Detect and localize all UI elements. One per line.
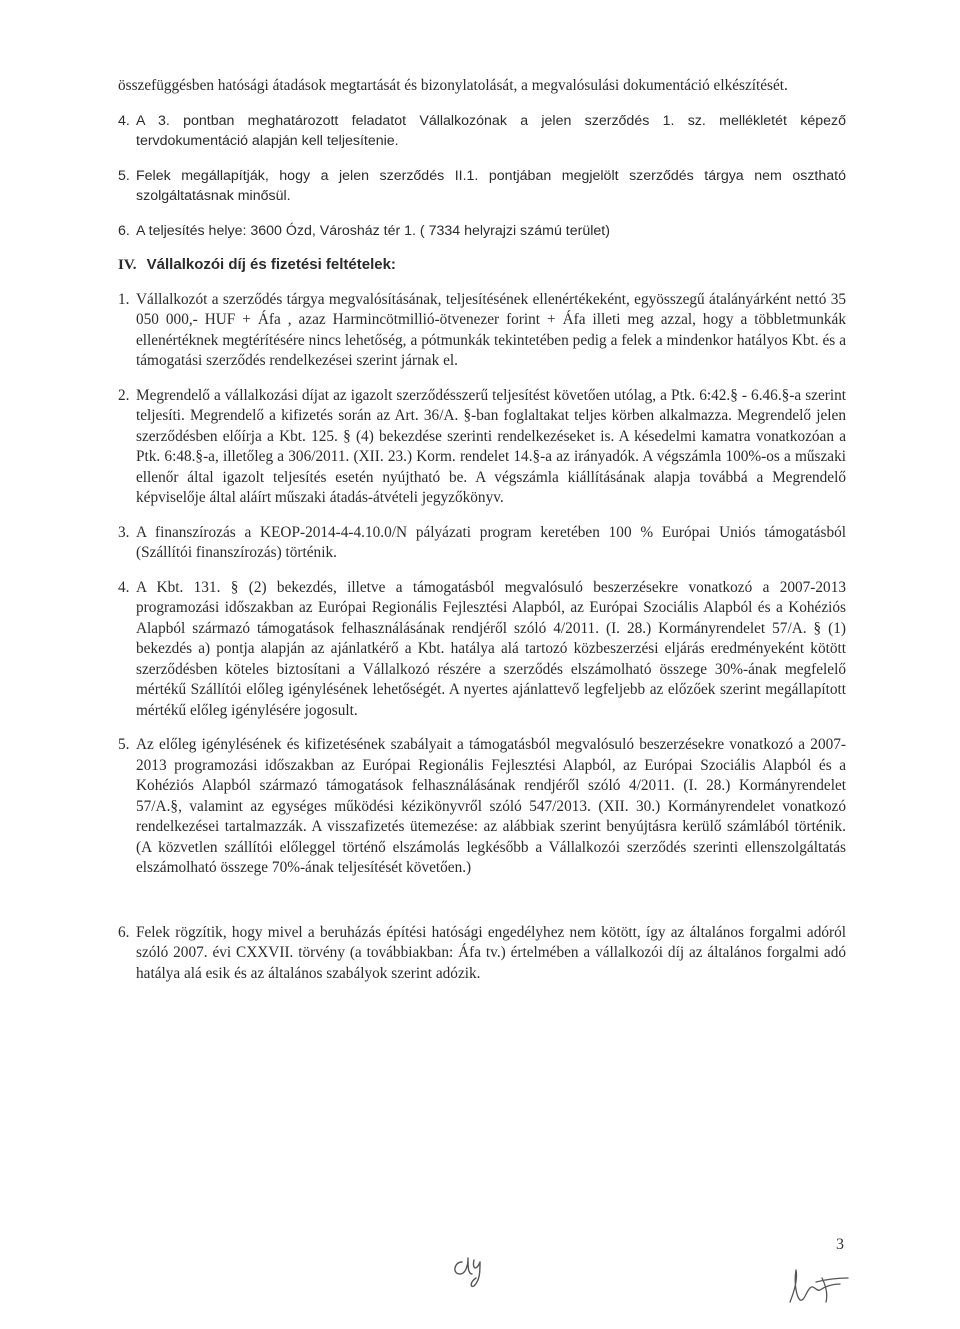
item-number: 4. — [118, 112, 130, 129]
list-item — [118, 578, 846, 722]
handwritten-initials — [448, 1248, 490, 1290]
list-item — [118, 523, 846, 564]
item-number: 3. — [118, 523, 130, 541]
item-number: 5. — [118, 736, 130, 753]
list-item — [118, 111, 846, 152]
document-body — [118, 76, 846, 998]
section-number: IV. — [118, 257, 137, 273]
spacer — [118, 893, 846, 923]
item-text: A Kbt. 131. § (2) bekezdés, illetve a támogatásból megvalósuló beszerzésekre vonatkozó a 2007-2013 programozási időszakban az Európai Regionális Fejlesztési Alapból, az Európai Szociális Alapból és a Kohéziós Alapból származó támogatások felhasználásának rendjéről szóló 4/2011. (I. 28.) Kormányrendelet 57/A. § (1) bekezdés a) pontja alapján az ajánlatkérő a Kbt. hatálya alá tartozó közbeszerzési eljárás eredményeként kötött szerződésben köteles biztosítani a Vállalkozó részére a szerződés elszámolható összege 30%-ának megfelelő mértékű Szállítói előleg igénylésének lehetőségét. A nyertes ajánlattevő legfeljebb az előzőek szerint megállapított mértékű előleg igénylésére jogosult. — [136, 578, 846, 719]
item-text: Az előleg igénylésének és kifizetésének szabályait a támogatásból megvalósuló beszerzésekre vonatkozó a 2007-2013 programozási időszakban az Európai Regionális Fejlesztési Alapból, az Európai Szociális Alapból és a Kohéziós Alapból származó támogatások felhasználásának rendjéről szóló 4/2011. (I. 28.) Kormányrendelet 57/A.§, valamint az egységes működési kézikönyvről szóló 547/2013. (XII. 30.) Kormányrendelet vonatkozó rendelkezései tartalmazzák. A visszafizetés ütemezése: az alábbiak szerint benyújtásra kerülő számlából történik. (A közvetlen szállítói előleggel történő elszámolás legkésőbb a Vállalkozói szerződés szerinti ellenszolgáltatás elszámolható összege 70%-ának teljesítését követően.) — [136, 736, 846, 876]
item-text: Felek rögzítik, hogy mivel a beruházás építési hatósági engedélyhez nem kötött, így az általános forgalmi adóról szóló 2007. évi CXXVII. törvény (a továbbiakban: Áfa tv.) értelmében a vállalkozói díj az általános forgalmi adó hatálya alá esik és az általános szabályok szerint adózik. — [136, 923, 846, 982]
list-item — [118, 923, 846, 985]
list-item — [118, 735, 846, 879]
item-text: Vállalkozót a szerződés tárgya megvalósításának, teljesítésének ellenértékeként, egyösszegű átalányárként nettó 35 050 000,- HUF + Áfa , azaz Harmincötmillió-ötvenezer forint + Áfa illeti meg azzal, hogy a többletmunkák ellenértéknek megtérítésére nincs lehetőség, a pótmunkák tekintetében pedig a felek a mindenkor hatályos Kbt. és a támogatási szerződés rendelkezései szerint járnak el. — [136, 290, 846, 369]
item-text: Felek megállapítják, hogy a jelen szerződés II.1. pontjában megjelölt szerződés tárgya nem osztható szolgáltatásnak minősül. — [136, 167, 846, 204]
item-number: 6. — [118, 222, 130, 239]
list-item — [118, 221, 846, 242]
item-text: Megrendelő a vállalkozási díjat az igazolt szerződésszerű teljesítést követően utólag, a Ptk. 6:42.§ - 6.46.§-a szerint teljesíti. Megrendelő a kifizetés során az Art. 36/A. §-ban foglaltakat teljes körben alkalmazza. Megrendelő jelen szerződésben előírja a Kbt. 125. § (4) bekezdése szerinti rendelkezéseket is. A késedelmi kamatra vonatkozóan a Ptk. 6:48.§-a, illetőleg a 306/2011. (XII. 23.) Korm. rendelet 14.§-a az irányadók. A végszámla 100%-os a műszaki ellenőr által igazolt teljesítés esetén nyújtható be. A végszámla kiállításának alapja továbbá a Megrendelő képviselője által aláírt műszaki átadás-átvételi jegyzőkönyv. — [136, 386, 846, 506]
item-text: A finanszírozás a KEOP-2014-4-4.10.0/N pályázati program keretében 100 % Európai Uniós támogatásból (Szállítói finanszírozás) történik. — [136, 523, 846, 561]
intro-paragraph: összefüggésben hatósági átadások megtartását és bizonylatolását, a megvalósulási dokumentáció elkészítését. — [118, 77, 788, 94]
section-heading — [118, 255, 846, 276]
page-number: 3 — [836, 1236, 844, 1253]
item-number: 6. — [118, 923, 130, 941]
item-number: 4. — [118, 578, 130, 596]
handwritten-signature — [786, 1262, 856, 1306]
item-number: 1. — [118, 290, 130, 308]
list-item — [118, 386, 846, 509]
item-number: 5. — [118, 167, 130, 184]
item-text: A 3. pontban meghatározott feladatot Vállalkozónak a jelen szerződés 1. sz. mellékletét képező tervdokumentáció alapján kell teljesítenie. — [136, 112, 846, 149]
list-item — [118, 166, 846, 207]
list-item — [118, 290, 846, 372]
item-text: A teljesítés helye: 3600 Ózd, Városház tér 1. ( 7334 helyrajzi számú terület) — [136, 222, 610, 239]
section-title: Vállalkozói díj és fizetési feltételek: — [146, 256, 396, 273]
item-number: 2. — [118, 386, 130, 404]
